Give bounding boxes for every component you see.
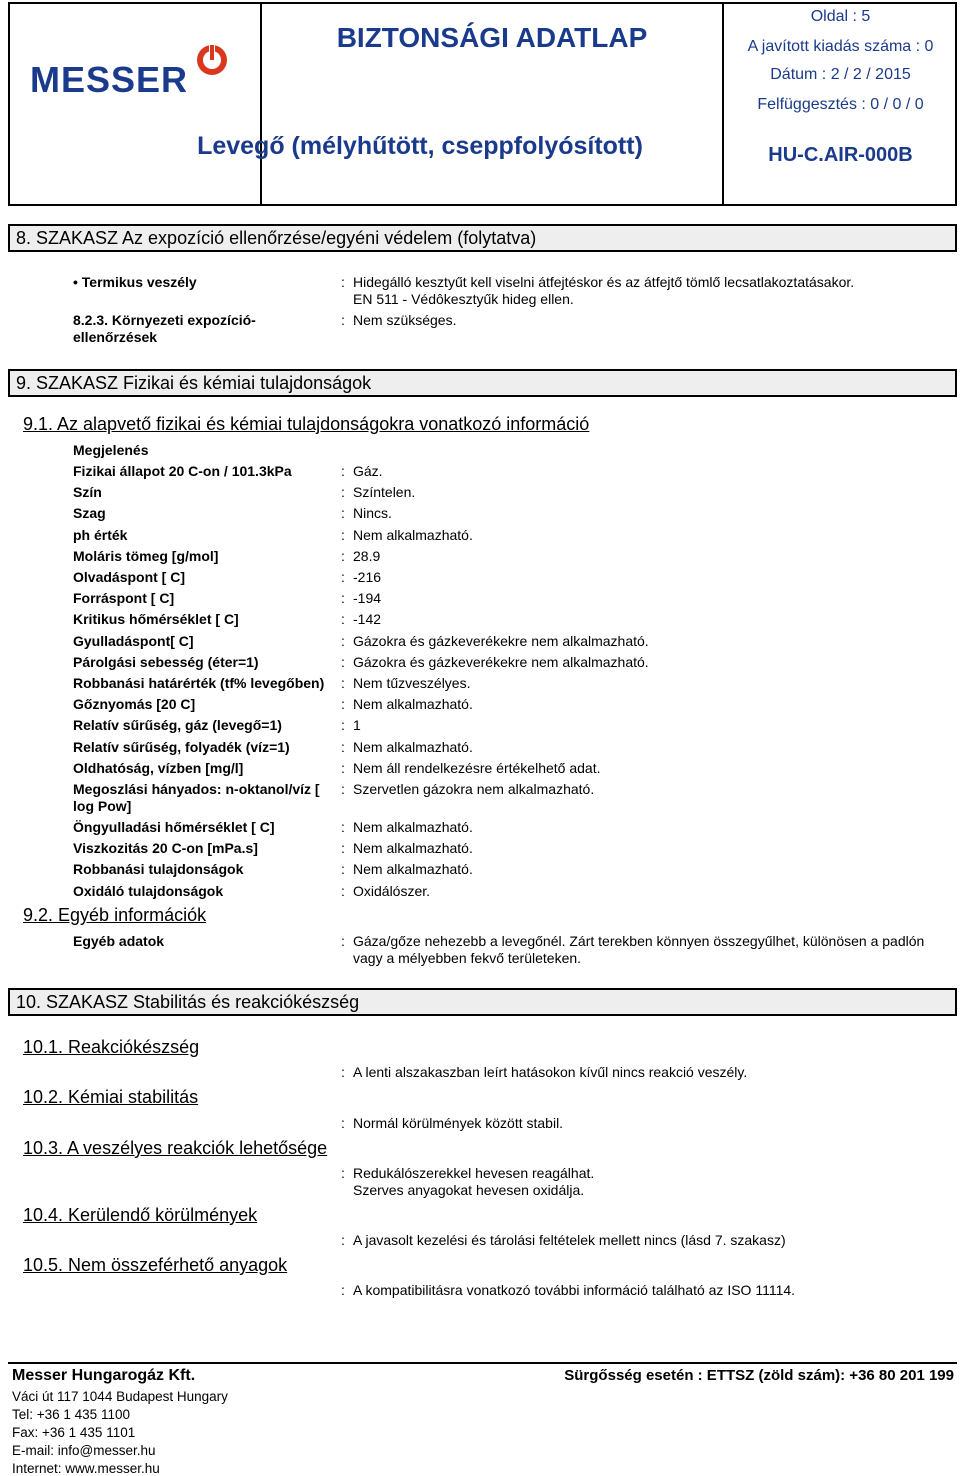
revision-date: Dátum : 2 / 2 / 2015 — [770, 66, 911, 83]
colon: : — [341, 738, 345, 755]
property-label: Párolgási sebesség (éter=1) — [73, 653, 259, 670]
property-label: Relatív sűrűség, folyadék (víz=1) — [73, 738, 290, 755]
property-value: Gázokra és gázkeverékekre nem alkalmazható. — [353, 653, 649, 670]
property-value: Nem alkalmazható. — [353, 840, 473, 857]
property-label: Gyulladáspont[ C] — [73, 632, 194, 649]
company-phone: Tel: +36 1 435 1100 — [12, 1407, 130, 1422]
property-label: Oxidáló tulajdonságok — [73, 882, 224, 899]
partition-coefficient-label: Megoszlási hányados: n-oktanol/víz [ — [73, 781, 320, 797]
property-value: -142 — [353, 611, 382, 628]
colon: : — [341, 1282, 345, 1298]
thermal-hazard-label: • Termikus veszély — [73, 274, 197, 290]
company-email: E-mail: info@messer.hu — [12, 1443, 156, 1458]
property-value: 1 — [353, 717, 361, 734]
subsection-9-1-heading: 9.1. Az alapvető fizikai és kémiai tulajdonságokra vonatkozó információ — [23, 414, 590, 434]
company-website: Internet: www.messer.hu — [12, 1461, 160, 1476]
company-fax: Fax: +36 1 435 1101 — [12, 1425, 136, 1440]
subsection-10-4-heading: 10.4. Kerülendő körülmények — [23, 1205, 258, 1225]
property-label: Forráspont [ C] — [73, 590, 175, 607]
property-value: Nem áll rendelkezésre értékelhető adat. — [353, 759, 601, 776]
subsection-9-2-heading: 9.2. Egyéb információk — [23, 905, 207, 925]
property-label: Öngyulladási hőmérséklet [ C] — [73, 819, 275, 835]
property-value: Nincs. — [353, 505, 392, 522]
colon: : — [341, 1232, 345, 1248]
colon: : — [341, 484, 345, 501]
property-value: Nem alkalmazható. — [353, 861, 473, 878]
partition-coefficient-label-2: log Pow] — [73, 798, 132, 814]
property-label: Moláris tömeg [g/mol] — [73, 547, 219, 564]
property-label: Viszkozitás 20 C-on [mPa.s] — [73, 840, 258, 857]
document-header — [8, 2, 957, 206]
appearance-label: Megjelenés — [73, 442, 149, 458]
product-code: HU-C.AIR-000B — [768, 144, 913, 166]
property-label: Fizikai állapot 20 C-on / 101.3kPa — [73, 463, 292, 479]
property-value: Nem alkalmazható. — [353, 526, 473, 543]
hazardous-reactions-value-2: Szerves anyagokat hevesen oxidálja. — [353, 1182, 585, 1198]
colon: : — [341, 696, 345, 713]
colon: : — [341, 675, 345, 691]
property-label: Relatív sűrűség, gáz (levegő=1) — [73, 717, 282, 734]
hazardous-reactions-value: Redukálószerekkel hevesen reagálhat. — [353, 1165, 595, 1181]
property-label: Robbanási tulajdonságok — [73, 861, 244, 878]
colon: : — [341, 274, 345, 290]
section-10-title: 10. SZAKASZ Stabilitás és reakciókészség — [8, 988, 957, 1016]
environmental-exposure-label: 8.2.3. Környezeti expozíció- — [73, 312, 256, 328]
colon: : — [341, 717, 345, 734]
property-value: Gázokra és gázkeverékekre nem alkalmazható. — [353, 632, 649, 649]
document-title: BIZTONSÁGI ADATLAP — [336, 22, 648, 53]
colon: : — [341, 463, 345, 479]
property-value: Gáz. — [353, 463, 383, 479]
chemical-stability-value: Normál körülmények között stabil. — [353, 1115, 564, 1131]
company-address: Váci út 117 1044 Budapest Hungary — [12, 1389, 228, 1404]
property-label: Szín — [73, 484, 102, 501]
property-value: Nem tűzveszélyes. — [353, 675, 471, 691]
company-name: Messer Hungarogáz Kft. — [12, 1367, 196, 1384]
conditions-to-avoid-value: A javasolt kezelési és tárolási feltételek mellett nincs (lásd 7. szakasz) — [353, 1232, 786, 1248]
colon: : — [341, 1115, 345, 1131]
colon: : — [341, 526, 345, 543]
footer-divider — [8, 1362, 957, 1364]
colon: : — [341, 861, 345, 878]
suspension-date: Felfüggesztés : 0 / 0 / 0 — [757, 96, 924, 113]
colon: : — [341, 933, 345, 949]
colon: : — [341, 882, 345, 899]
colon: : — [341, 590, 345, 607]
section-9-title: 9. SZAKASZ Fizikai és kémiai tulajdonságok — [8, 369, 957, 397]
colon: : — [341, 505, 345, 522]
product-name: Levegő (mélyhűtött, cseppfolyósított) — [197, 132, 643, 160]
other-data-value: Gáza/gőze nehezebb a levegőnél. Zárt terekben könnyen összegyűlhet, különösen a padlón — [353, 933, 925, 949]
property-label: ph érték — [73, 526, 128, 543]
colon: : — [341, 1165, 345, 1181]
property-value: Színtelen. — [353, 484, 416, 501]
colon: : — [341, 759, 345, 776]
other-data-label: Egyéb adatok — [73, 933, 165, 949]
colon: : — [341, 632, 345, 649]
property-label: Olvadáspont [ C] — [73, 569, 186, 585]
colon: : — [341, 1064, 345, 1080]
property-label: Robbanási határérték (tf% levegőben) — [73, 675, 325, 691]
colon: : — [341, 840, 345, 857]
colon: : — [341, 547, 345, 564]
colon: : — [341, 819, 345, 835]
environmental-exposure-label-2: ellenőrzések — [73, 329, 158, 345]
incompatible-materials-value: A kompatibilitásra vonatkozó további információ található az ISO 11114. — [353, 1282, 796, 1298]
property-label: Szag — [73, 505, 106, 522]
subsection-10-2-heading: 10.2. Kémiai stabilitás — [23, 1087, 199, 1107]
messer-logo — [30, 42, 250, 102]
property-label: Oldhatóság, vízben [mg/l] — [73, 759, 244, 776]
logo-wordmark: MESSER — [30, 59, 189, 100]
subsection-10-1-heading: 10.1. Reakciókészség — [23, 1037, 200, 1057]
property-value: Nem alkalmazható. — [353, 696, 473, 713]
property-value: Oxidálószer. — [353, 882, 431, 899]
thermal-hazard-value: Hidegálló kesztyűt kell viselni átfejtéskor és az átfejtő tömlő lecsatlakoztatásakor. — [353, 274, 855, 290]
colon: : — [341, 611, 345, 628]
colon: : — [341, 569, 345, 585]
reactivity-value: A lenti alszakaszban leírt hatásokon kívűl nincs reakció veszély. — [353, 1064, 748, 1080]
subsection-10-5-heading: 10.5. Nem összeférhető anyagok — [23, 1255, 288, 1275]
environmental-exposure-value: Nem szükséges. — [353, 312, 457, 328]
colon: : — [341, 312, 345, 328]
page-number: Oldal : 5 — [810, 8, 871, 25]
other-data-value-2: vagy a mélyebben fekvő területeken. — [353, 950, 582, 966]
property-label: Kritikus hőmérséklet [ C] — [73, 611, 239, 628]
thermal-hazard-value-2: EN 511 - Védôkesztyűk hideg ellen. — [353, 291, 574, 307]
colon: : — [341, 781, 345, 797]
property-value: Nem alkalmazható. — [353, 819, 473, 835]
revision-number: A javított kiadás száma : 0 — [747, 38, 934, 55]
property-value: -216 — [353, 569, 382, 585]
property-label: Gőznyomás [20 C] — [73, 696, 196, 713]
property-value: 28.9 — [353, 547, 381, 564]
property-value: -194 — [353, 590, 382, 607]
property-value: Nem alkalmazható. — [353, 738, 473, 755]
colon: : — [341, 653, 345, 670]
emergency-number: Sürgősség esetén : ETTSZ (zöld szám): +36 80 201 199 — [564, 1367, 954, 1384]
section-8-title: 8. SZAKASZ Az expozíció ellenőrzése/egyéni védelem (folytatva) — [8, 224, 957, 252]
subsection-10-3-heading: 10.3. A veszélyes reakciók lehetősége — [23, 1138, 328, 1158]
partition-coefficient-value: Szervetlen gázokra nem alkalmazható. — [353, 781, 595, 797]
